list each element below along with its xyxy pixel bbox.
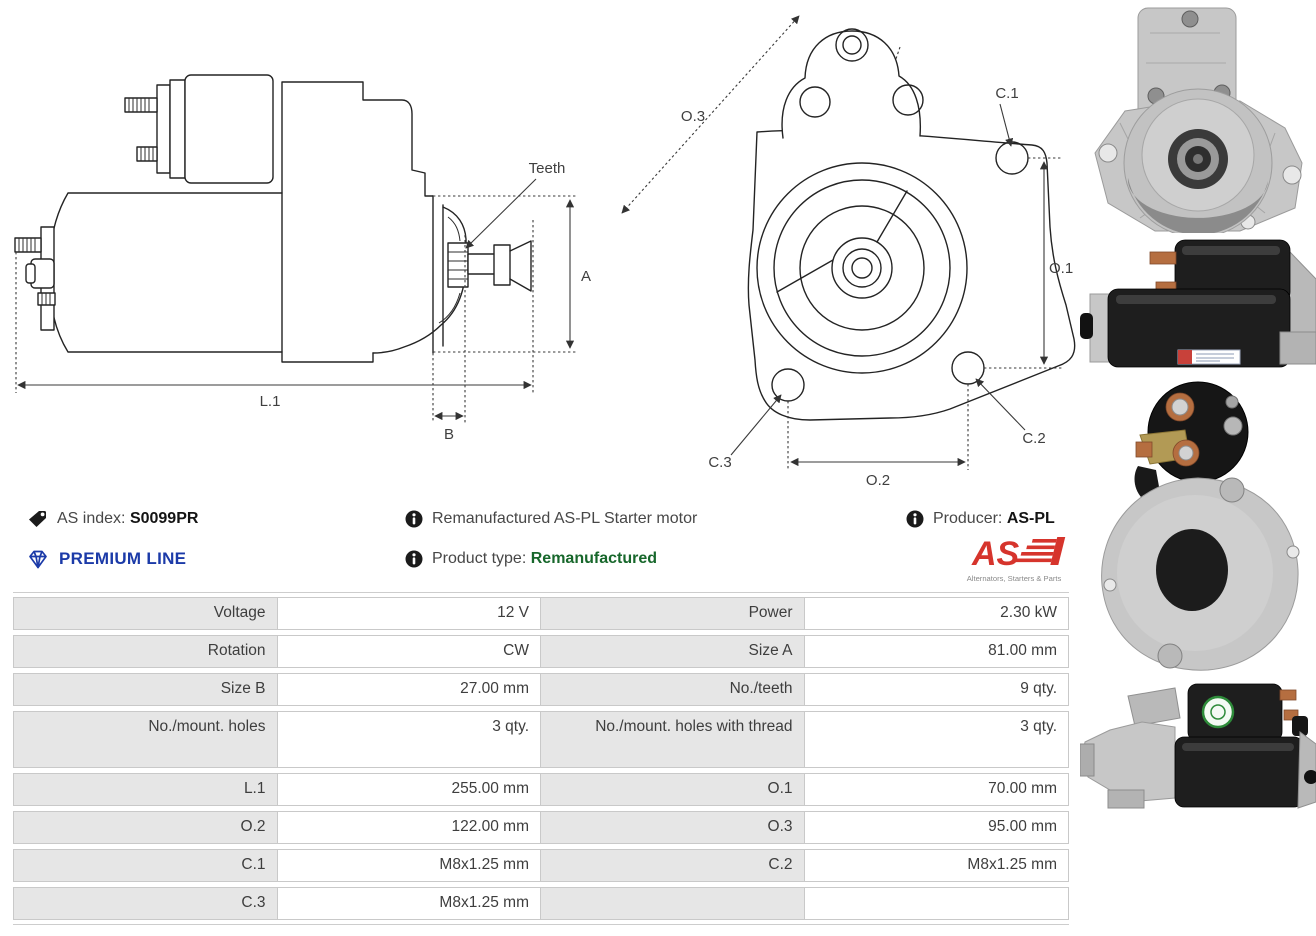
logo-tagline: Alternators, Starters & Parts	[966, 574, 1062, 583]
photo3-ear-hole-right	[1287, 546, 1299, 558]
spec-label-cell: L.1	[14, 774, 278, 805]
photo-side-view	[1080, 237, 1316, 372]
photo2-sticker-logo	[1178, 350, 1192, 364]
as-index-text	[57, 510, 198, 528]
description-text: Remanufactured AS-PL Starter motor	[432, 510, 698, 527]
side-view-technical-drawing	[0, 55, 600, 455]
spec-table	[13, 592, 1069, 925]
photo3-small-screw-1	[1226, 396, 1238, 408]
spec-label-cell: No./mount. holes	[14, 712, 278, 767]
photo1-screw-1	[1182, 11, 1198, 27]
dim-b-label: B	[443, 426, 455, 443]
photo2-solenoid-sheen	[1182, 246, 1280, 255]
photo-front-view	[1080, 3, 1316, 233]
solenoid-stud-2	[137, 147, 157, 161]
photo4-end-bracket	[1298, 732, 1316, 808]
table-row	[13, 635, 1069, 668]
producer-row	[906, 506, 1055, 532]
dim-a-label: A	[581, 268, 592, 285]
as-pl-logo	[958, 534, 1070, 588]
product-type-label: Product type:	[432, 550, 527, 567]
solenoid-ring-1	[170, 80, 185, 178]
photo4-body-sheen	[1182, 743, 1294, 751]
photo3-center-plug	[1156, 529, 1228, 611]
teeth-leader	[466, 179, 536, 248]
producer-value: AS-PL	[1006, 510, 1055, 527]
spec-label-cell: Power	[541, 598, 805, 629]
mounting-flange	[748, 130, 1074, 420]
dim-c3-leader	[731, 395, 781, 455]
photo3-bolt-top	[1220, 478, 1244, 502]
photo-rear-view	[1080, 380, 1316, 675]
dim-o3-label: O.3	[680, 108, 706, 125]
photo2-body-sheen	[1116, 295, 1276, 304]
logo-text: AS	[972, 535, 1020, 573]
pinion-shaft	[468, 254, 495, 274]
producer-label: Producer:	[933, 510, 1003, 527]
spec-value-cell: 3 qty.	[278, 712, 542, 767]
photo3-copper-link	[1136, 442, 1152, 457]
info-icon	[405, 510, 423, 528]
photo4-foot	[1108, 790, 1144, 808]
dim-c1-leader	[1000, 104, 1011, 146]
spec-value-cell: 95.00 mm	[988, 818, 1057, 836]
as-index-value: S0099PR	[129, 510, 199, 527]
spec-value-cell: 27.00 mm	[278, 674, 542, 705]
spec-label-cell: No./teeth	[541, 674, 805, 705]
info-icon	[405, 550, 423, 568]
spec-label-cell: C.2	[541, 850, 805, 881]
spec-value-cell: 122.00 mm	[278, 812, 542, 843]
solenoid-body	[185, 75, 273, 183]
photo-side-view-2	[1080, 682, 1316, 822]
as-index-row	[28, 506, 198, 532]
spec-value-cell: M8x1.25 mm	[967, 856, 1057, 874]
photo4-terminal-1	[1280, 690, 1296, 700]
spec-label-cell: C.3	[14, 888, 278, 919]
table-row	[13, 849, 1069, 882]
spec-label-cell: No./mount. holes with thread	[541, 712, 805, 767]
spec-label-cell: C.1	[14, 850, 278, 881]
spec-value-cell	[805, 888, 1069, 919]
photo3-nut-1	[1172, 399, 1188, 415]
spec-label-cell: Size B	[14, 674, 278, 705]
photo4-nose-cone	[1083, 722, 1175, 801]
photo2-mount-lug	[1280, 332, 1316, 364]
description-row	[405, 506, 697, 532]
spec-label-cell: O.1	[541, 774, 805, 805]
teeth-label: Teeth	[528, 160, 566, 177]
info-icon	[906, 510, 924, 528]
diamond-icon	[26, 549, 50, 570]
table-row	[13, 711, 1069, 768]
spec-value-cell: CW	[278, 636, 542, 667]
spec-label-cell: Size A	[541, 636, 805, 667]
spec-value-cell: M8x1.25 mm	[278, 850, 542, 881]
photo4-green-sticker	[1203, 697, 1233, 727]
spec-value-cell: 70.00 mm	[988, 780, 1057, 798]
dim-c1-label: C.1	[995, 85, 1019, 102]
spec-value-cell: M8x1.25 mm	[278, 888, 542, 919]
dim-l1-label: L.1	[259, 393, 281, 410]
solenoid-ring-2	[157, 85, 170, 173]
spec-value-cell: 255.00 mm	[278, 774, 542, 805]
table-row	[13, 887, 1069, 920]
photo1-shaft-tip	[1193, 154, 1203, 164]
photo1-hole-left	[1099, 144, 1117, 162]
photo3-bolt-bottom	[1158, 644, 1182, 668]
drive-housing-foot	[282, 352, 373, 362]
photo3-small-screw-2	[1224, 417, 1242, 435]
spec-value-cell: 3 qty.	[1020, 718, 1057, 735]
mount-face-lines	[433, 196, 443, 353]
table-row	[13, 597, 1069, 630]
drive-housing-top-block	[282, 82, 433, 196]
shaft-collar	[494, 245, 510, 285]
product-photos-column	[1080, 0, 1316, 936]
logo-stripe-3	[1021, 552, 1054, 556]
spec-value-cell: 81.00 mm	[988, 642, 1057, 660]
product-type-row	[405, 546, 657, 572]
dim-c3-label: C.3	[708, 454, 732, 471]
as-index-label: AS index:	[57, 510, 126, 527]
housing-tip	[510, 241, 531, 291]
dim-o1-label: O.1	[1049, 260, 1074, 277]
table-row	[13, 773, 1069, 806]
premium-line-label: PREMIUM LINE	[59, 549, 187, 568]
spec-label-cell: Rotation	[14, 636, 278, 667]
logo-stripe-4	[1015, 559, 1052, 563]
table-row	[13, 673, 1069, 706]
rear-knob	[26, 264, 35, 283]
photo4-snout	[1080, 744, 1094, 776]
spec-label-cell: O.3	[541, 812, 805, 843]
spec-value-cell: 2.30 kW	[1000, 604, 1057, 622]
spec-label-cell	[541, 888, 805, 919]
photo2-terminal-1	[1150, 252, 1176, 264]
photo3-nut-2	[1179, 446, 1193, 460]
premium-line-row	[26, 546, 186, 572]
photo3-ear-hole-left	[1104, 579, 1116, 591]
spec-label-cell: Voltage	[14, 598, 278, 629]
product-type-text	[432, 550, 657, 568]
table-row	[13, 811, 1069, 844]
front-view-technical-drawing	[600, 5, 1080, 495]
dim-o2-label: O.2	[865, 472, 891, 489]
spec-value-cell: 9 qty.	[1020, 680, 1057, 698]
dim-c2-label: C.2	[1022, 430, 1046, 447]
photo1-hole-right	[1283, 166, 1301, 184]
producer-text	[933, 510, 1055, 528]
photo4-bracket	[1128, 688, 1180, 726]
logo-stripe-1	[1032, 539, 1057, 543]
photo2-rear-knob	[1080, 313, 1093, 339]
spec-label-cell: O.2	[14, 812, 278, 843]
product-type-value: Remanufactured	[530, 550, 657, 567]
logo-stripe-2	[1026, 546, 1055, 550]
spec-value-cell: 12 V	[278, 598, 542, 629]
tag-icon	[28, 509, 48, 529]
motor-body	[49, 193, 282, 352]
